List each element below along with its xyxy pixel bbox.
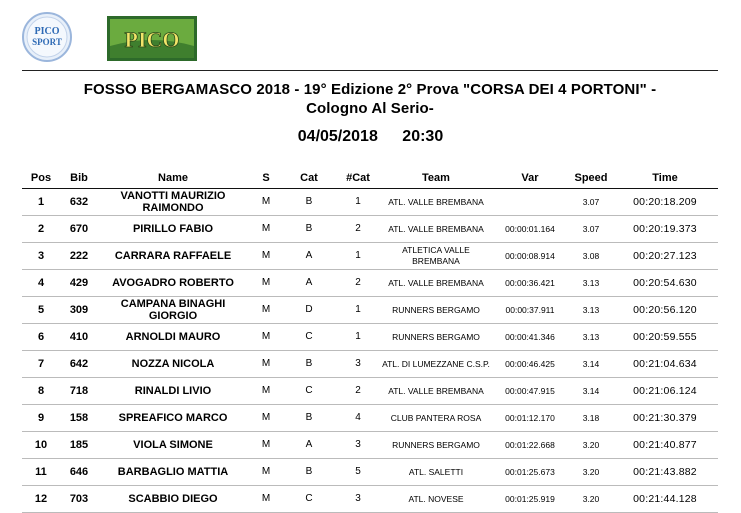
result-time: 00:20:27.123 (612, 243, 718, 270)
svg-text:PICO: PICO (34, 26, 60, 37)
result-team: RUNNERS BERGAMO (382, 432, 490, 459)
result-sex: M (248, 243, 284, 270)
column-header-bib: Bib (60, 167, 98, 189)
result-team: ATL. NOVESE (382, 486, 490, 513)
result-cat: C (284, 486, 334, 513)
table-row (22, 297, 718, 324)
result-bib: 158 (60, 405, 98, 432)
result-team: CLUB PANTERA ROSA (382, 405, 490, 432)
result-pos: 8 (22, 378, 60, 405)
result-bib: 670 (60, 216, 98, 243)
result-speed: 3.13 (570, 324, 612, 351)
result-pos: 9 (22, 405, 60, 432)
result-name: BARBAGLIO MATTIA (98, 459, 248, 486)
result-name: ARNOLDI MAURO (98, 324, 248, 351)
result-pos: 11 (22, 459, 60, 486)
result-var: 00:01:22.668 (490, 432, 570, 459)
result-sex: M (248, 459, 284, 486)
result-team: ATL. VALLE BREMBANA (382, 270, 490, 297)
result-var: 00:01:25.919 (490, 486, 570, 513)
result-var: 00:00:37.911 (490, 297, 570, 324)
result-cat: B (284, 459, 334, 486)
result-cat: B (284, 405, 334, 432)
result-bib: 632 (60, 189, 98, 216)
column-header-team: Team (382, 167, 490, 189)
result-pos: 10 (22, 432, 60, 459)
table-row (22, 486, 718, 513)
result-name: RINALDI LIVIO (98, 378, 248, 405)
result-team: ATL. VALLE BREMBANA (382, 378, 490, 405)
column-header-var: Var (490, 167, 570, 189)
result-bib: 718 (60, 378, 98, 405)
result-cat: D (284, 297, 334, 324)
result-pos: 6 (22, 324, 60, 351)
result-sex: M (248, 270, 284, 297)
result-sex: M (248, 216, 284, 243)
table-row (22, 378, 718, 405)
result-bib: 429 (60, 270, 98, 297)
result-cat-rank: 2 (334, 378, 382, 405)
result-bib: 642 (60, 351, 98, 378)
table-row (22, 324, 718, 351)
result-time: 00:21:44.128 (612, 486, 718, 513)
result-cat: B (284, 351, 334, 378)
result-var: 00:00:36.421 (490, 270, 570, 297)
result-var: 00:01:12.170 (490, 405, 570, 432)
result-time: 00:20:18.209 (612, 189, 718, 216)
pico-logo (107, 16, 197, 61)
result-sex: M (248, 432, 284, 459)
result-name: PIRILLO FABIO (98, 216, 248, 243)
column-header-cat-rank: #Cat (334, 167, 382, 189)
result-team: ATL. VALLE BREMBANA (382, 216, 490, 243)
result-cat: A (284, 243, 334, 270)
result-speed: 3.07 (570, 216, 612, 243)
result-name: NOZZA NICOLA (98, 351, 248, 378)
result-name: VIOLA SIMONE (98, 432, 248, 459)
svg-text:SPORT: SPORT (32, 37, 62, 47)
result-speed: 3.13 (570, 270, 612, 297)
result-var: 00:00:08.914 (490, 243, 570, 270)
result-cat-rank: 1 (334, 324, 382, 351)
result-cat-rank: 2 (334, 270, 382, 297)
table-row (22, 405, 718, 432)
result-cat: C (284, 324, 334, 351)
result-time: 00:21:04.634 (612, 351, 718, 378)
result-var: 00:00:46.425 (490, 351, 570, 378)
result-pos: 7 (22, 351, 60, 378)
result-cat: A (284, 432, 334, 459)
result-speed: 3.14 (570, 378, 612, 405)
result-team: ATL. DI LUMEZZANE C.S.P. (382, 351, 490, 378)
table-row (22, 243, 718, 270)
result-name: AVOGADRO ROBERTO (98, 270, 248, 297)
result-time: 00:20:54.630 (612, 270, 718, 297)
result-bib: 410 (60, 324, 98, 351)
result-bib: 309 (60, 297, 98, 324)
result-sex: M (248, 405, 284, 432)
result-var: 00:00:41.346 (490, 324, 570, 351)
result-team: ATL. SALETTI (382, 459, 490, 486)
svg-text:PICO: PICO (124, 27, 180, 52)
results-table (22, 167, 718, 513)
result-pos: 5 (22, 297, 60, 324)
result-var: 00:00:01.164 (490, 216, 570, 243)
result-pos: 2 (22, 216, 60, 243)
result-cat-rank: 2 (334, 216, 382, 243)
result-time: 00:21:43.882 (612, 459, 718, 486)
result-cat-rank: 5 (334, 459, 382, 486)
result-name: CARRARA RAFFAELE (98, 243, 248, 270)
race-title: FOSSO BERGAMASCO 2018 - 19° Edizione 2° Prova "CORSA DEI 4 PORTONI" - Cologno Al Serio- (83, 81, 657, 117)
result-pos: 3 (22, 243, 60, 270)
result-speed: 3.20 (570, 432, 612, 459)
result-cat-rank: 4 (334, 405, 382, 432)
result-speed: 3.14 (570, 351, 612, 378)
result-time: 00:20:56.120 (612, 297, 718, 324)
column-header-sex: S (248, 167, 284, 189)
table-row (22, 459, 718, 486)
result-team: RUNNERS BERGAMO (382, 324, 490, 351)
result-speed: 3.18 (570, 405, 612, 432)
race-date: 04/05/2018 (297, 128, 378, 145)
result-cat-rank: 1 (334, 189, 382, 216)
column-header-pos: Pos (22, 167, 60, 189)
result-var (490, 189, 570, 216)
result-cat-rank: 1 (334, 243, 382, 270)
result-name: SCABBIO DIEGO (98, 486, 248, 513)
result-pos: 12 (22, 486, 60, 513)
result-cat: B (284, 216, 334, 243)
result-bib: 646 (60, 459, 98, 486)
result-bib: 222 (60, 243, 98, 270)
result-sex: M (248, 378, 284, 405)
table-row (22, 432, 718, 459)
result-cat-rank: 3 (334, 351, 382, 378)
header-divider (22, 70, 718, 71)
result-speed: 3.13 (570, 297, 612, 324)
result-cat: A (284, 270, 334, 297)
result-speed: 3.07 (570, 189, 612, 216)
table-row (22, 270, 718, 297)
column-header-speed: Speed (570, 167, 612, 189)
result-name: VANOTTI MAURIZIO RAIMONDO (98, 189, 248, 216)
result-pos: 1 (22, 189, 60, 216)
column-header-cat: Cat (284, 167, 334, 189)
result-bib: 185 (60, 432, 98, 459)
race-time: 20:30 (402, 128, 444, 145)
result-var: 00:00:47.915 (490, 378, 570, 405)
column-header-name: Name (98, 167, 248, 189)
result-speed: 3.20 (570, 459, 612, 486)
result-team: ATLETICA VALLE BREMBANA (382, 243, 490, 270)
result-sex: M (248, 486, 284, 513)
result-time: 00:21:06.124 (612, 378, 718, 405)
result-cat: B (284, 189, 334, 216)
result-team: RUNNERS BERGAMO (382, 297, 490, 324)
result-cat-rank: 3 (334, 432, 382, 459)
result-sex: M (248, 324, 284, 351)
table-row (22, 189, 718, 216)
pico-sport-logo (22, 12, 72, 62)
result-speed: 3.08 (570, 243, 612, 270)
result-name: SPREAFICO MARCO (98, 405, 248, 432)
result-bib: 703 (60, 486, 98, 513)
result-sex: M (248, 351, 284, 378)
race-datetime (0, 128, 741, 146)
result-cat: C (284, 378, 334, 405)
result-team: ATL. VALLE BREMBANA (382, 189, 490, 216)
table-row (22, 216, 718, 243)
result-var: 00:01:25.673 (490, 459, 570, 486)
result-cat-rank: 1 (334, 297, 382, 324)
result-cat-rank: 3 (334, 486, 382, 513)
table-header-row (22, 167, 718, 189)
result-sex: M (248, 189, 284, 216)
table-row (22, 351, 718, 378)
result-time: 00:21:30.379 (612, 405, 718, 432)
result-time: 00:20:19.373 (612, 216, 718, 243)
result-time: 00:20:59.555 (612, 324, 718, 351)
result-time: 00:21:40.877 (612, 432, 718, 459)
result-pos: 4 (22, 270, 60, 297)
column-header-time: Time (612, 167, 718, 189)
result-sex: M (248, 297, 284, 324)
result-name: CAMPANA BINAGHI GIORGIO (98, 297, 248, 324)
result-speed: 3.20 (570, 486, 612, 513)
